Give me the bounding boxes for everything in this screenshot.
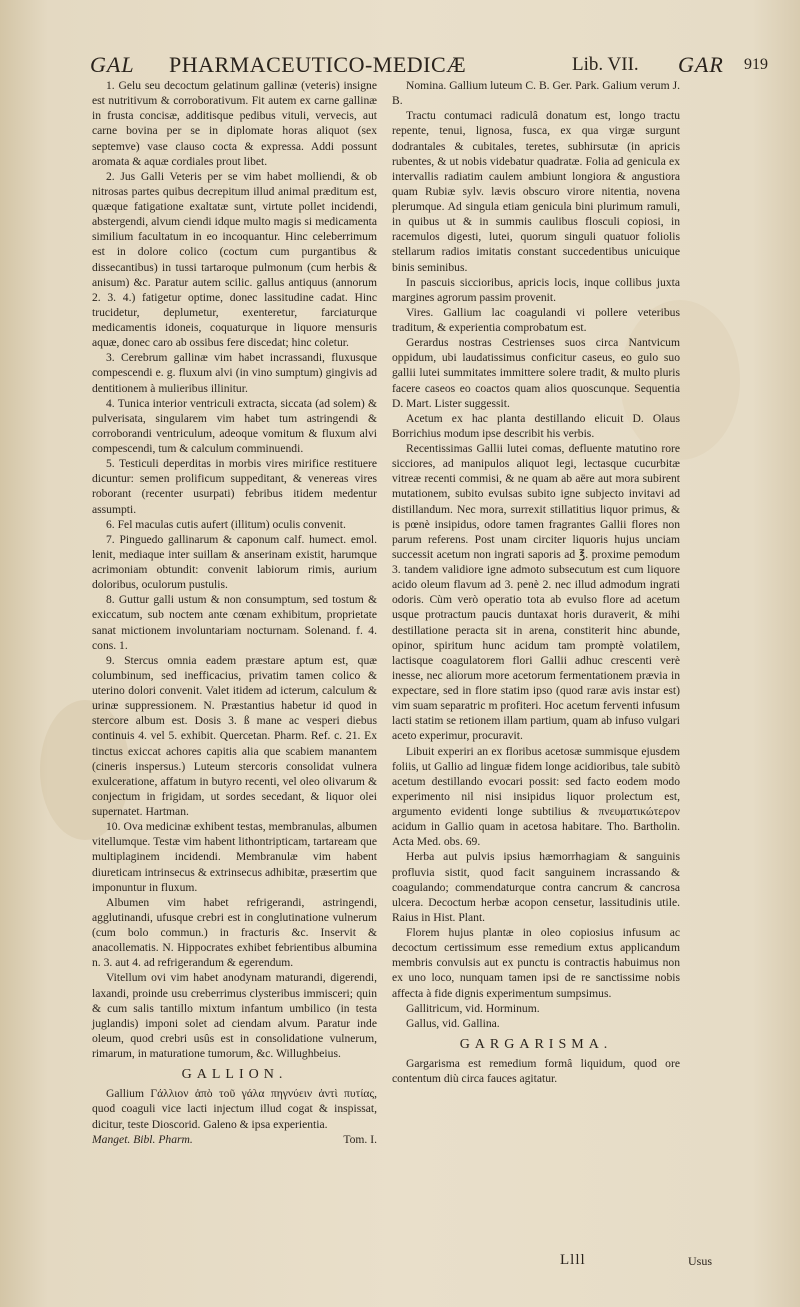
cross-reference: Gallus, vid. Gallina.: [406, 1016, 500, 1030]
paragraph: 7. Pinguedo gallinarum & caponum calf. humect. emol. lenit, mediaque inter suillam & anserinam existit, harumque acrimoniam obtundit: convenit labiorum rimis, aurium doloribus, oculorum pustulis.: [92, 532, 377, 592]
paragraph: Gallium Γάλλιον ἀπὸ τοῦ γάλα πηγνύειν ἀντὶ πυτίας, quod coaguli vice lacti injectum illud cogat & inspissat, dicitur, teste Dioscorid. Galeno & ipsa experientia.: [92, 1087, 377, 1131]
left-column: [92, 78, 377, 1147]
header-book: Lib. VII.: [572, 54, 639, 75]
paragraph: Vires. Gallium lac coagulandi vi pollere veteribus traditum, & experientia comprobatum est.: [392, 305, 680, 334]
page-number: 919: [744, 56, 768, 73]
paragraph: Libuit experiri an ex floribus acetosæ summisque ejusdem foliis, ut Gallio ad linguæ fidem longe acidioribus, tale subitò acetum destillando evocari possit: sed facto eodem modo experimento nil nisi insipidus liquor prolectum est, argumento evidenti longe subtilius & πνευματικώτερον acidum in Gallio quam in acetosa habitare. Tho. Bartholin. Acta Med. obs. 69.: [392, 744, 680, 849]
paragraph: 1. Gelu seu decoctum gelatinum gallinæ (veteris) insigne est nutritivum & corroborativum. Fit autem ex carne gallinæ in frusta concisæ, additisque pedibus vituli, vervecis, aut carne bovina per se in diplomate horas aliquot (sex septemve) vase clauso cocta & expressa. Addi possunt aromata & aquæ cordiales prout libet.: [92, 79, 377, 168]
paragraph: 6. Fel maculas cutis aufert (illitum) oculis convenit.: [106, 517, 346, 531]
source-reference: Manget. Bibl. Pharm.: [92, 1132, 193, 1146]
paragraph: Gargarisma est remedium formâ liquidum, quod ore contentum diù circa fauces agitatur.: [392, 1057, 680, 1086]
section-heading-gargarisma: GARGARISMA.: [459, 1036, 613, 1052]
paragraph: Gerardus nostras Cestrienses suos circa Nantvicum oppidum, ubi laudatissimus conficitur caseus, eo gulo suo gallii lutei summitates immittere solere tradit, & multo pluris facere caseos eo coactos quam alios quoscunque. Sequentia D. Mart. Lister suggessit.: [392, 336, 680, 410]
right-column: [392, 78, 680, 1086]
paragraph: 3. Cerebrum gallinæ vim habet incrassandi, fluxusque compescendi e. g. fluxum alvi (in vino sumptum) gingivis ad dentitionem à mulieribus illinitur.: [92, 351, 377, 395]
paragraph: Florem hujus plantæ in oleo copiosius infusum ac decoctum certissimum esse remedium extus applicandum membris convulsis aut ex punctu is contractis habuimus non ex uno loco, nunquam tamen ipsi de re sanctissime nobis affecta à fide dignis experimentum sumpsimus.: [392, 926, 680, 1000]
paragraph: 10. Ova medicinæ exhibent testas, membranulas, albumen vitellumque. Testæ vim habent lithontripticam, tartaream que multiplaginem incidendi. Membranulæ vim habent diureticam intrinsecus & extrinsecus adhibitæ, præsertim que imponuntur in fluxum.: [92, 820, 377, 894]
volume-label: Tom. I.: [343, 1132, 377, 1146]
section-heading-gallion: GALLION.: [181, 1067, 288, 1083]
header-title: PHARMACEUTICO-MEDICÆ: [169, 52, 467, 77]
paragraph: 8. Guttur galli ustum & non consumptum, sed tostum & exiccatum, sub noctem ante cœnam exhibitum, proprietate sanat mictionem involuntariam nocturnam. Solenand. f. 4. cons. 1.: [92, 593, 377, 652]
paragraph: Recentissimas Gallii lutei comas, defluente matutino rore sicciores, ad manipulos aliquot legi, lectasque cucurbitæ vitreæ recenti commisi, & ne quam ab aëre aut mora subirent mutationem, subito evulsas subito igne subjecto invitavi ad distillandum. Nec mora, surrexit stillatitius liquor primus, & is pœnè insipidus, odore tamen fragrantes Gallii flores non parum referens. Post unam circiter liquoris hujus unciam successit acetum non ingrati saporis ad ℥. proxime pemodum 3. tandem validiore igne admoto subsecutum est cum liquore acido oleum flavum ad 3. penè 2. nec illud admodum ingrati odoris. Cùm verò operatio tota ab evulso flore ad acetum usque protractum paucis duntaxat horis duraverit, & mihi destillatione peracta sit in arena, constiterit hinc abunde, opinor, spiritum hunc acidum tam promptè volatilem, lactisque coagulatorem flori Gallii adhuc crescenti verè inesse, nec aliorum more acetorum fermentationem prævia in expectare, sed in flore statim ipso (quod raræ avis instar est) vim suam separatric m profiteri. Hoc acetum ferventi infusum lacti statim se retionem illam partium, quam ab infuso vulgari aceto experimur, procuravit.: [392, 442, 680, 743]
paragraph: Vitellum ovi vim habet anodynam maturandi, digerendi, laxandi, proinde usu creberrimus clysteribus immisceri; quin & cum salis tantillo mixtum infantum umbilico (in testa juglandis) imponi solet ad ciendam alvum. Paratur inde oleum, quod crebri usûs est in consolidatione vulnerum, rimarum, in maturatione tumorum, &c. Willughbeius.: [92, 971, 377, 1060]
paragraph: 9. Stercus omnia eadem præstare aptum est, quæ columbinum, sed inefficacius, privatim tamen colico & uterino dolori convenit. Valet itidem ad icterum, calculum & urinæ suppressionem. N. Præstantius habetur id quod in stercore album est. Dosis 3. ß mane ac vesperi diebus continuis 4. vel 5. exhibit. Quercetan. Pharm. Ref. c. 21. Ex tinctus exiccat achores capitis alia que scabiem manantem (cineris inspersus.) Luteum stercoris consolidat vulnera exulceratione, affatum in butyro recenti, vel oleo olivarum & conjectum in frigidam, ut sordes secedant, & liquor olei supernatet. Hartman.: [92, 653, 377, 818]
paragraph: Nomina. Gallium luteum C. B. Ger. Park. Galium verum J. B.: [392, 79, 680, 108]
paragraph: Tractu contumaci radiculâ donatum est, longo tractu repente, tenui, lignosa, fusca, ex qua virgæ surgunt dodrantales & cubitales, teretes, subhirsutæ (in apricis rubentes, & ut nobis videbatur quadratæ. Folia ad genicula ex intervallis radiatim caulem ambiunt longiora & angustiora quam Rubiæ sylv. lævis obscuro virore nitentia, novena plerumque. Ad singula etiam genicula bini plurimum ramuli, in quibus ut & in summis caulibus flosculi copiosi, in racemulos digesti, lutei, quorum singuli quatuor foliolis stellarum radios imitatis constant succedentibus unicuique binis seminibus.: [392, 109, 680, 274]
running-header: [90, 52, 780, 76]
paragraph: Albumen vim habet refrigerandi, astringendi, agglutinandi, ufusque crebri est in conglutinatione vulnerum (cum bolo commun.) in fracturis &c. Inservit & anacollematis. N. Hippocrates exhibet febrientibus albumina n. 3. aut 4. ad refrigerandum & egerendum.: [92, 895, 377, 970]
paragraph: Herba aut pulvis ipsius hæmorrhagiam & sanguinis profluvia sistit, quod facit sanguinem incrassando & coagulando; commendaturque contra cancrum & cancrosa ulcera. Decoctum herbæ acopon censetur, lassitudinis utile. Raius in Hist. Plant.: [392, 850, 680, 924]
paragraph: In pascuis siccioribus, apricis locis, inque collibus juxta margines agrorum passim provenit.: [392, 275, 680, 304]
column-foot: [92, 1132, 377, 1147]
paragraph: Acetum ex hac planta destillando elicuit D. Olaus Borrichius modum ipse describit his verbis.: [392, 411, 680, 440]
signature-mark: Llll: [560, 1252, 586, 1268]
catchword: Usus: [688, 1254, 713, 1268]
cross-reference: Gallitricum, vid. Horminum.: [406, 1001, 540, 1015]
paragraph: 5. Testiculi deperditas in morbis vires mirifice restituere dicuntur: semen prolificum suppeditant, & venereas vires roborant (recenter usurpati) febribus itidem medentur assumpti.: [92, 457, 377, 516]
header-right-word: GAR: [678, 52, 724, 77]
paragraph: 4. Tunica interior ventriculi extracta, siccata (ad solem) & pulverisata, singularem vim habet tum astringendi & corroborandi ventriculum, adeoque vomitum & fluxum alvi compescendi, tum & calculum comminuendi.: [92, 396, 377, 455]
header-left-word: GAL: [90, 52, 135, 77]
paragraph: 2. Jus Galli Veteris per se vim habet molliendi, & ob nitrosas partes quibus decrepitum illud animal præditum est, quæque fatigatione exaltatæ sunt, virtute pollet incidendi, abstergendi, alvum ciendi idque multo magis si medicamenta similium facultatum in eo incoquantur. Hinc celeberrimum est in dolore colico (coctum cum purgantibus & dissecantibus) in tussi tartaroque pulmonum (cum herbis & anisum) &c. Paratur autem scilic. gallus antiquus (annorum 2. 3. 4.) fatigetur optime, donec lassitudine cadat. Hinc trucidetur, deplumetur, exenteretur, farciaturque medicamentis idoneis, coquaturque in liquore mensuris aquæ, donec caro ab ossibus fere discedat; hinc coletur.: [92, 169, 377, 350]
